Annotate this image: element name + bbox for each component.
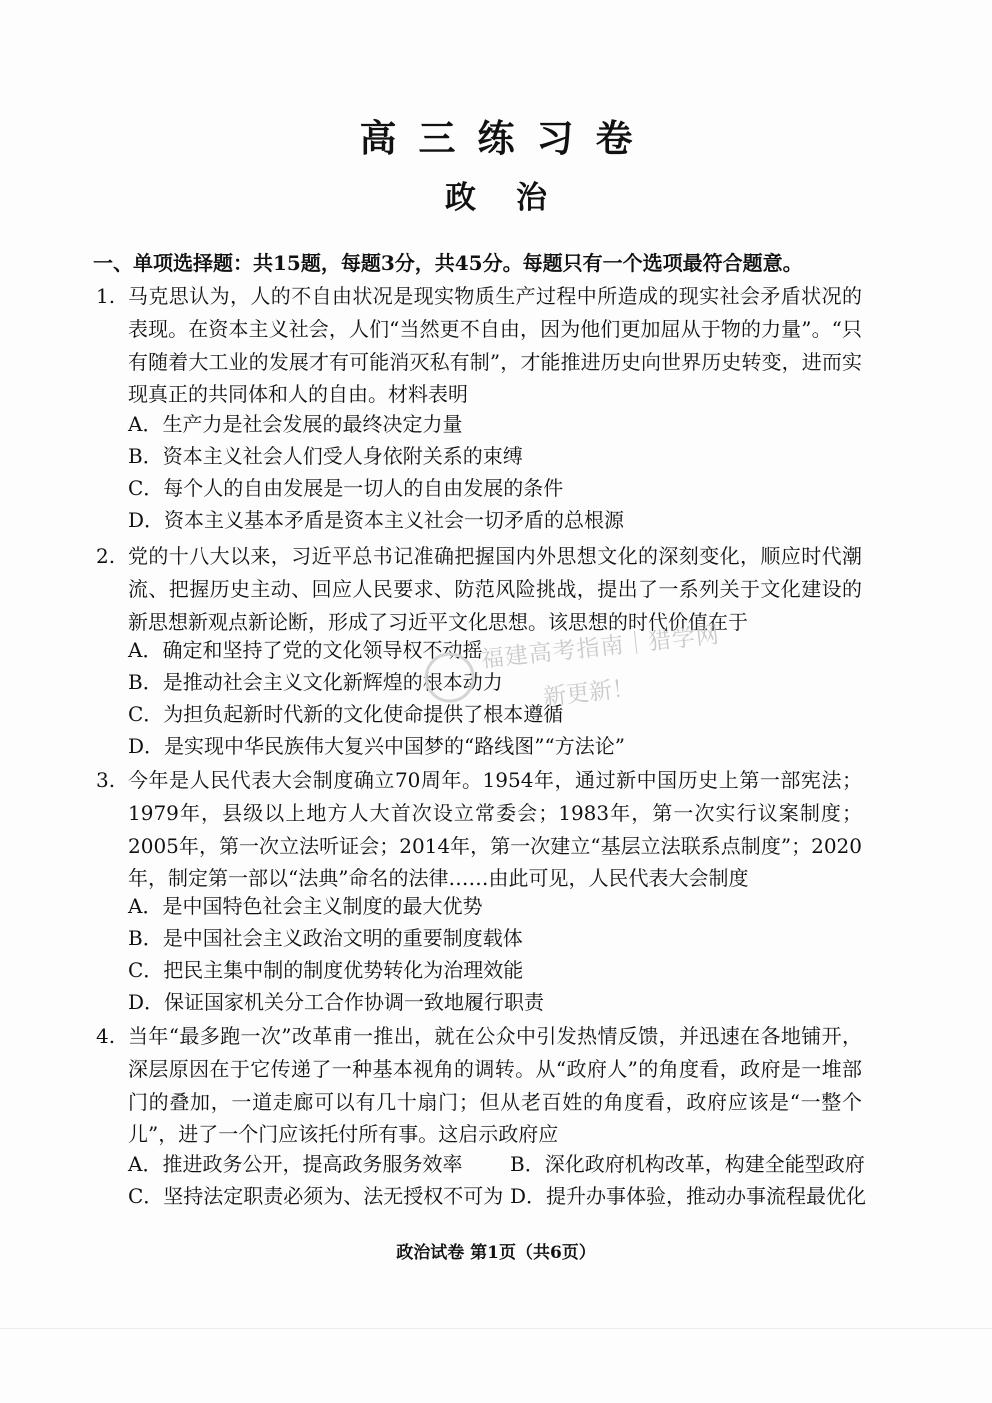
option-b: B．是推动社会主义文化新辉煌的根本动力 — [128, 670, 503, 694]
question-stem: 当年“最多跑一次”改革甫一推出，就在公众中引发热情反馈，并迅速在各地铺开，深层原因在于它传递了一种基本视角的调转。从“政府人”的角度看，政府是一堆部门的叠加，一道走廊可以有几十扇门；但从老百姓的角度看，政府应该是“一整个儿”，进了一个门应该托付所有事。这启示政府应 — [128, 1024, 862, 1147]
option-b: B．是中国社会主义政治文明的重要制度载体 — [128, 926, 523, 950]
question-stem: 今年是人民代表大会制度确立70周年。1954年，通过新中国历史上第一部宪法；1979年，县级以上地方人大首次设立常委会；1983年，第一次实行议案制度；2005年，第一次立法听证会；2014年，第一次建立“基层立法联系点制度”；2020年，制定第一部以“法典”命名的法律……由此可见，人民代表大会制度 — [128, 768, 862, 891]
question-number: 4. — [96, 1024, 116, 1048]
question-stem: 党的十八大以来，习近平总书记准确把握国内外思想文化的深刻变化，顺应时代潮流、把握历史主动、回应人民要求、防范风险挑战，提出了一系列关于文化建设的新思想新观点新论断，形成了习近平文化思想。该思想的时代价值在于 — [128, 544, 862, 634]
option-b: B．资本主义社会人们受人身依附关系的束缚 — [128, 444, 523, 468]
option-a: A．确定和坚持了党的文化领导权不动摇 — [128, 638, 483, 662]
option-a: A．生产力是社会发展的最终决定力量 — [128, 412, 463, 436]
section-heading: 一、单项选择题：共15题，每题3分，共45分。每题只有一个选项最符合题意。 — [93, 251, 803, 275]
option-c: C．坚持法定职责必须为、法无授权不可为 — [128, 1184, 504, 1208]
option-a: A．推进政务公开，提高政务服务效率 — [128, 1152, 463, 1176]
question-number: 3. — [96, 768, 116, 792]
exam-title: 高三练习卷 — [359, 116, 655, 160]
option-d: D．提升办事体验，推动办事流程最优化 — [510, 1184, 867, 1208]
option-a: A．是中国特色社会主义制度的最大优势 — [128, 894, 483, 918]
question-number: 2. — [96, 544, 116, 568]
page-bottom-rule — [0, 1328, 992, 1329]
page-footer: 政治试卷 第1页（共6页） — [396, 1243, 596, 1263]
question-stem: 马克思认为，人的不自由状况是现实物质生产过程中所造成的现实社会矛盾状况的表现。在资本主义社会，人们“当然更不自由，因为他们更加屈从于物的力量”。“只有随着大工业的发展才有可能消灭私有制”，才能推进历史向世界历史转变，进而实现真正的共同体和人的自由。材料表明 — [128, 284, 862, 407]
question-number: 1. — [96, 284, 116, 308]
option-d: D．资本主义基本矛盾是资本主义社会一切矛盾的总根源 — [128, 508, 625, 532]
option-c: C．把民主集中制的制度优势转化为治理效能 — [128, 958, 524, 982]
subject-title: 政治 — [445, 180, 587, 216]
option-c: C．每个人的自由发展是一切人的自由发展的条件 — [128, 476, 564, 500]
option-d: D．保证国家机关分工合作协调一致地履行职责 — [128, 990, 545, 1014]
option-b: B．深化政府机构改革，构建全能型政府 — [510, 1152, 865, 1176]
watermark-text: 福建高考指南｜猎学网 — [479, 622, 722, 674]
watermark-text: 新更新！ — [542, 675, 637, 711]
option-c: C．为担负起新时代新的文化使命提供了根本遵循 — [128, 702, 564, 726]
option-d: D．是实现中华民族伟大复兴中国梦的“路线图”“方法论” — [128, 734, 625, 758]
